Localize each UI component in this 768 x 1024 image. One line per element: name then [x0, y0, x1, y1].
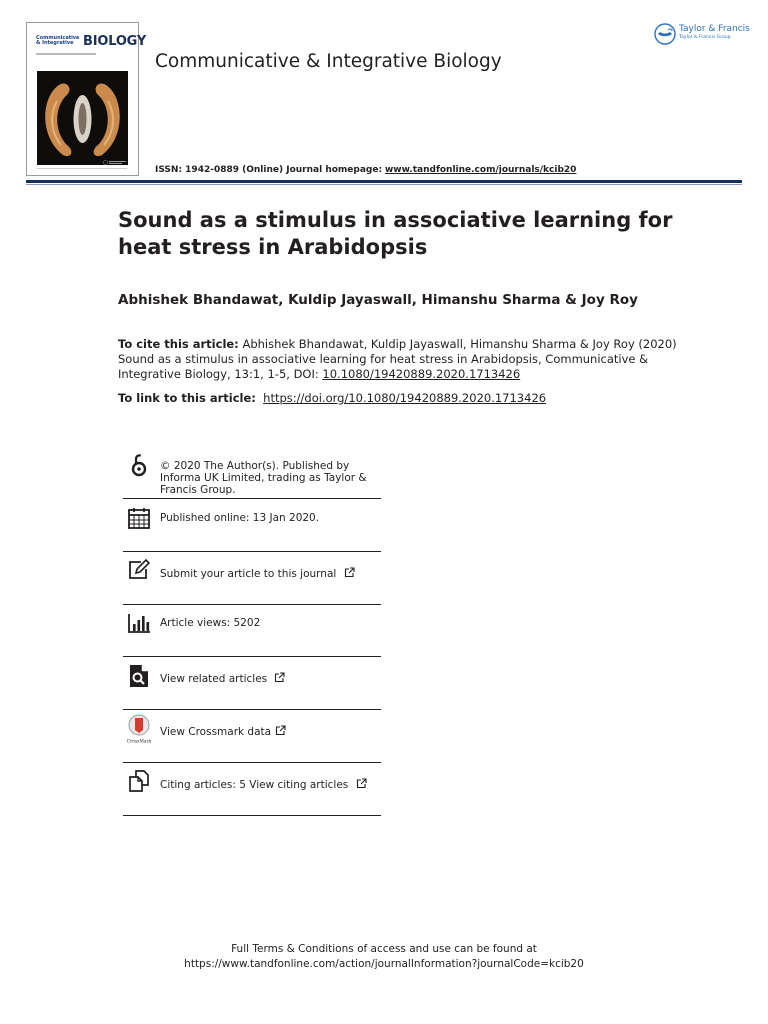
article-doi-url[interactable]: https://doi.org/10.1080/19420889.2020.1713426 — [263, 391, 547, 405]
open-access-text: © 2020 The Author(s). Published by Informa UK Limited, trading as Taylor & Francis Group. — [160, 460, 367, 496]
external-link-icon — [274, 672, 285, 683]
crossmark-icon-label: CrossMark — [127, 739, 151, 744]
submit-article-link[interactable]: Submit your article to this journal — [160, 567, 382, 580]
divider — [123, 762, 381, 763]
publisher-logo[interactable] — [654, 21, 749, 47]
article-authors: Abhishek Bhandawat, Kuldip Jayaswall, Himanshu Sharma & Joy Roy — [118, 292, 638, 308]
header-rule-thin — [26, 184, 742, 185]
open-access-icon — [127, 453, 151, 477]
cover-publisher-logo — [103, 160, 127, 165]
calendar-icon — [127, 506, 151, 530]
divider — [123, 604, 381, 605]
publisher-name: Taylor & Francis — [679, 24, 750, 34]
divider — [123, 498, 381, 499]
journal-cover — [26, 22, 147, 176]
edit-icon — [127, 558, 151, 582]
terms-footer — [0, 942, 768, 972]
external-link-icon — [356, 778, 367, 789]
cover-artwork — [37, 71, 128, 165]
link-label: To link to this article: — [118, 391, 256, 405]
issn-line — [155, 165, 576, 175]
external-link-icon — [344, 567, 355, 578]
header-rule — [26, 180, 742, 183]
divider — [123, 709, 381, 710]
doi-link[interactable]: 10.1080/19420889.2020.1713426 — [322, 367, 521, 381]
citing-articles-icon — [127, 769, 151, 793]
journal-title: Communicative & Integrative Biology — [155, 51, 502, 72]
terms-line-1: Full Terms & Conditions of access and use can be found at — [231, 943, 537, 955]
cover-image — [37, 71, 128, 165]
cover-journal-big: BIOLOGY — [83, 34, 147, 49]
issn-label: ISSN: 1942-0889 (Online) Journal homepage: — [155, 165, 383, 175]
cover-subtitle-bar — [36, 53, 96, 55]
related-search-icon — [127, 664, 151, 688]
crossmark-link[interactable]: View Crossmark data — [160, 725, 382, 738]
related-articles-link[interactable]: View related articles — [160, 672, 382, 685]
citing-articles-link[interactable]: Citing articles: 5 View citing articles — [160, 778, 382, 791]
crossmark-icon — [127, 714, 151, 744]
cover-journal-small: Communicative & Integrative — [36, 35, 80, 46]
article-title: Sound as a stimulus in associative learning for heat stress in Arabidopsis — [118, 208, 673, 259]
published-date: Published online: 13 Jan 2020. — [160, 512, 320, 524]
divider — [123, 815, 381, 816]
publisher-group: Taylor & Francis Group — [679, 35, 731, 40]
bar-chart-icon — [127, 611, 151, 635]
cover-footer-line — [37, 168, 127, 169]
divider — [123, 656, 381, 657]
journal-homepage-link[interactable]: www.tandfonline.com/journals/kcib20 — [384, 165, 577, 175]
divider — [123, 551, 381, 552]
external-link-icon — [275, 725, 286, 736]
cite-text: Abhishek Bhandawat, Kuldip Jayaswall, Himanshu Sharma & Joy Roy (2020) Sound as a stimulus in associative learning for heat stress in Arabidopsis, Communicative & Integrative Biology, 13:1, 1-5, DOI: — [118, 337, 677, 381]
citation-block — [118, 337, 678, 382]
cite-label: To cite this article: — [118, 337, 239, 351]
article-views: Article views: 5202 — [160, 617, 261, 629]
publisher-lamp-icon — [654, 23, 676, 45]
terms-url[interactable]: https://www.tandfonline.com/action/journalInformation?journalCode=kcib20 — [184, 958, 584, 970]
link-line — [118, 391, 546, 405]
